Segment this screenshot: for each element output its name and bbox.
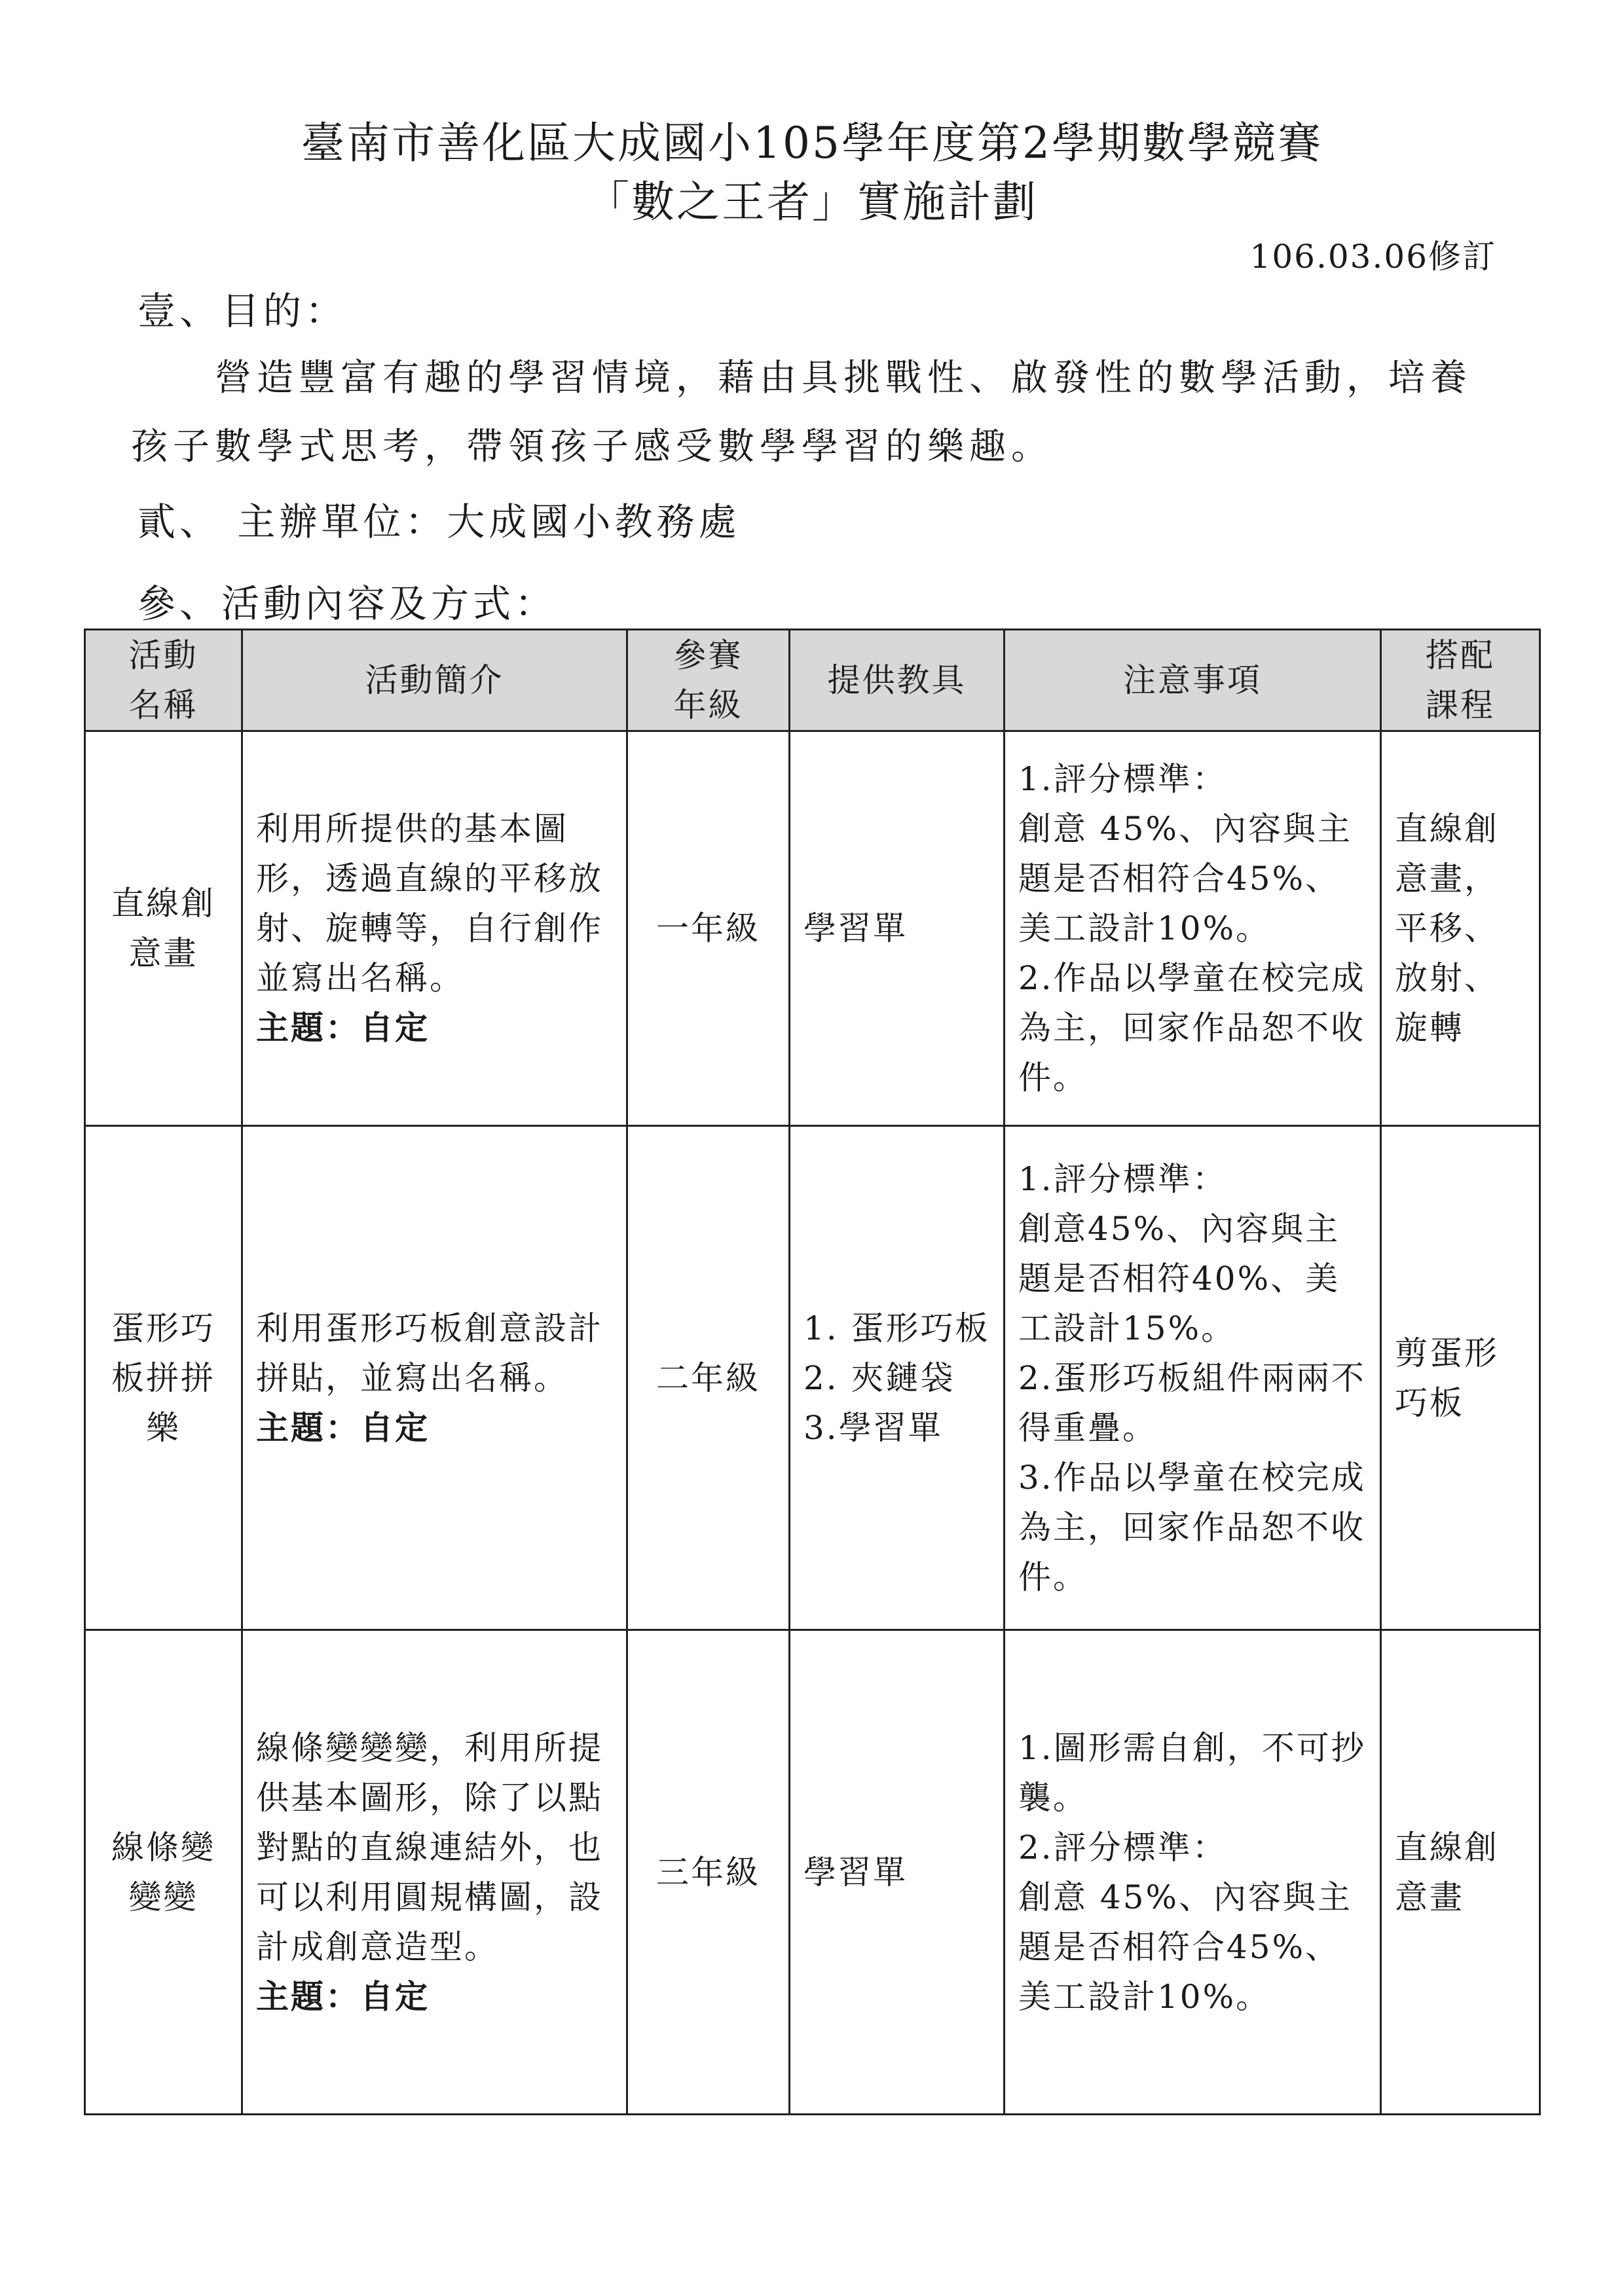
activity-name: 線條變 變變 bbox=[85, 1630, 242, 2115]
activity-name: 蛋形巧 板拼拼 樂 bbox=[85, 1126, 242, 1630]
header-activity-name: 活動 名稱 bbox=[85, 630, 242, 731]
activity-course: 直線創意畫 bbox=[1381, 1630, 1540, 2115]
activity-theme: 主題：自定 bbox=[256, 1008, 430, 1047]
activity-intro: 利用所提供的基本圖形，透過直線的平移放射、旋轉等，自行創作並寫出名稱。 主題：自定 bbox=[242, 731, 627, 1126]
activity-intro: 線條變變變，利用所提供基本圖形，除了以點對點的直線連結外，也可以利用圓規構圖，設計成創意造型。 主題：自定 bbox=[242, 1630, 627, 2115]
header-tools: 提供教具 bbox=[790, 630, 1005, 731]
header-activity-intro: 活動簡介 bbox=[242, 630, 627, 731]
table-row bbox=[85, 1126, 1540, 1630]
activity-notes: 1.圖形需自創，不可抄襲。 2.評分標準： 創意 45%、內容與主題是否相符合45%、美工設計10%。 bbox=[1005, 1630, 1381, 2115]
activity-grade: 二年級 bbox=[627, 1126, 790, 1630]
document-title: 臺南市善化區大成國小105學年度第2學期數學競賽 bbox=[301, 118, 1323, 168]
activity-intro: 利用蛋形巧板創意設計拼貼，並寫出名稱。 主題：自定 bbox=[242, 1126, 627, 1630]
header-notes: 注意事項 bbox=[1005, 630, 1381, 731]
organizer-line: 貳、 主辦單位：大成國小教務處 bbox=[138, 500, 741, 544]
activity-name: 直線創 意畫 bbox=[85, 731, 242, 1126]
activity-course: 剪蛋形巧板 bbox=[1381, 1126, 1540, 1630]
activity-notes: 1.評分標準： 創意 45%、內容與主題是否相符合45%、美工設計10%。 2.作品以學童在校完成為主，回家作品恕不收件。 bbox=[1005, 731, 1381, 1126]
header-grade: 參賽 年級 bbox=[627, 630, 790, 731]
purpose-paragraph: 營造豐富有趣的學習情境，藉由具挑戰性、啟發性的數學活動，培養孩子數學式思考，帶領孩子感受數學學習的樂趣。 bbox=[131, 357, 1472, 468]
activity-table bbox=[84, 629, 1541, 2115]
activity-grade: 一年級 bbox=[627, 731, 790, 1126]
activity-grade: 三年級 bbox=[627, 1630, 790, 2115]
content-heading: 參、活動內容及方式： bbox=[138, 581, 557, 626]
activity-course: 直線創意畫，平移、放射、旋轉 bbox=[1381, 731, 1540, 1126]
revision-date: 106.03.06修訂 bbox=[1249, 238, 1496, 276]
table-row bbox=[85, 731, 1540, 1126]
activity-tools: 1. 蛋形巧板 2. 夾鏈袋 3.學習單 bbox=[790, 1126, 1005, 1630]
activity-theme: 主題：自定 bbox=[256, 1408, 430, 1447]
activity-tools: 學習單 bbox=[790, 731, 1005, 1126]
table-header-row bbox=[85, 630, 1540, 731]
activity-tools: 學習單 bbox=[790, 1630, 1005, 2115]
table-row bbox=[85, 1630, 1540, 2115]
activity-theme: 主題：自定 bbox=[256, 1977, 430, 2016]
document-subtitle: 「數之王者」實施計劃 bbox=[586, 177, 1038, 227]
purpose-heading: 壹、目的： bbox=[138, 289, 348, 333]
activity-notes: 1.評分標準： 創意45%、內容與主題是否相符40%、美工設計15%。 2.蛋形巧板組件兩兩不得重疊。 3.作品以學童在校完成為主，回家作品恕不收件。 bbox=[1005, 1126, 1381, 1630]
header-course: 搭配 課程 bbox=[1381, 630, 1540, 731]
